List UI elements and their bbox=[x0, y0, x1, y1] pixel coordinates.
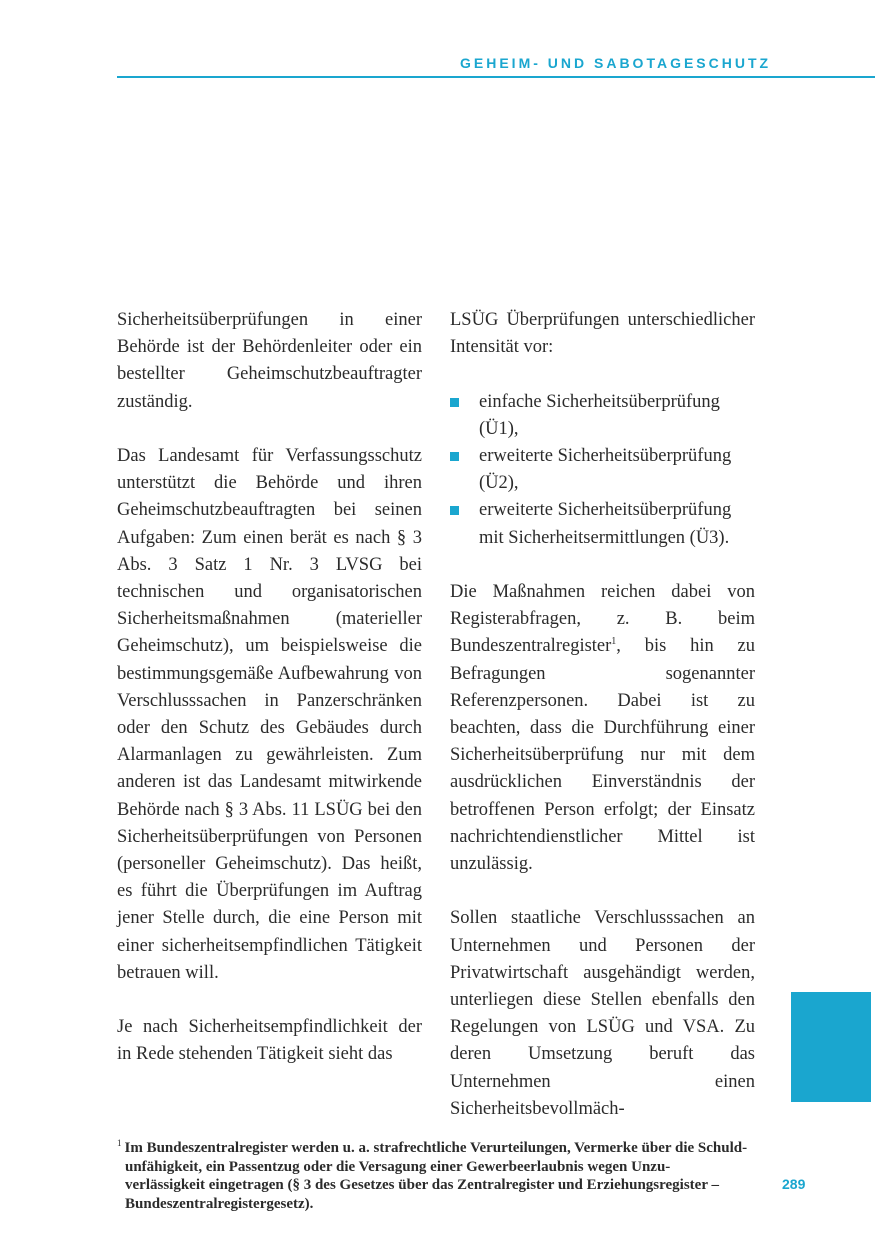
right-column bbox=[450, 307, 755, 1123]
footnote-text: Im Bundeszentralregister werden u. a. strafrechtliche Verurteilungen, Vermerke über die Schuld- bbox=[124, 1140, 748, 1156]
footnote-mark: 1 bbox=[117, 1138, 122, 1148]
paragraph: Sollen staatliche Verschlusssachen an Unternehmen und Personen der Privatwirtschaft ausgehändigt werden, unterliegen diese Stellen ebenfalls den Regelungen von LSÜG und VSA. Zu deren Umsetzung beruft das Unternehmen einen Sicherheitsbevollmäch- bbox=[450, 908, 755, 1119]
chapter-tab bbox=[791, 992, 871, 1102]
list-item-text: erweiterte Sicherheitsüberprüfung (Ü2), bbox=[479, 446, 732, 494]
left-column bbox=[117, 307, 422, 1069]
square-bullet-icon bbox=[450, 506, 459, 515]
paragraph-text: , bis hin zu Befragungen sogenannter Referenzpersonen. Dabei ist zu beachten, dass die Durchführung einer Sicherheitsüberprüfung nur mit dem ausdrücklichen Einverständnis der betroffenen Person erfolgt; der Einsatz nachrichtendienstlicher Mittel ist unzulässig. bbox=[450, 636, 755, 875]
page-number: 289 bbox=[782, 1176, 806, 1192]
footnote-line bbox=[117, 1139, 767, 1158]
list-item-text: erweiterte Sicherheitsüberprüfung mit Sicherheitsermittlungen (Ü3). bbox=[479, 500, 732, 548]
paragraph: Das Landesamt für Verfassungsschutz unterstützt die Behörde und ihren Geheimschutzbeauftragten bei seinen Aufgaben: Zum einen berät es nach § 3 Abs. 3 Satz 1 Nr. 3 LVSG bei technischen und organisatorischen Sicherheitsmaßnahmen (materieller Geheimschutz), um beispielsweise die bestimmungsgemäße Aufbewahrung von Verschlusssachen in Panzerschränken oder den Schutz des Gebäudes durch Alarmanlagen zu gewährleisten. Zum anderen ist das Landesamt mitwirkende Behörde nach § 3 Abs. 11 LSÜG bei den Sicherheitsüberprüfungen von Personen (personeller Geheimschutz). Das heißt, es führt die Überprüfungen im Auftrag jener Stelle durch, die eine Person mit einer sicherheitsempfindlichen Tätigkeit betrauen will. bbox=[117, 446, 422, 983]
square-bullet-icon bbox=[450, 452, 459, 461]
footnote-line: unfähigkeit, ein Passentzug oder die Versagung einer Gewerbeerlaubnis wegen Unzu- bbox=[125, 1158, 671, 1175]
footnote-line: Bundeszentralregistergesetz). bbox=[125, 1195, 314, 1212]
running-header: GEHEIM- UND SABOTAGESCHUTZ bbox=[460, 55, 772, 71]
footnote-reference: 1 bbox=[611, 636, 617, 648]
paragraph: LSÜG Überprüfungen unterschiedlicher Intensität vor: bbox=[450, 310, 755, 358]
paragraph-text: Die Maßnahmen reichen dabei von Registerabfragen, z. B. beim Bundeszentralregister bbox=[450, 582, 755, 657]
list-item bbox=[450, 443, 755, 497]
footnote bbox=[117, 1139, 767, 1213]
paragraph: Je nach Sicherheitsempfindlichkeit der in Rede stehenden Tätigkeit sieht das bbox=[117, 1017, 422, 1065]
list-item bbox=[450, 389, 755, 443]
list-item bbox=[450, 497, 755, 551]
paragraph bbox=[450, 579, 755, 878]
square-bullet-icon bbox=[450, 398, 459, 407]
list-item-text: einfache Sicherheitsüberprüfung (Ü1), bbox=[479, 391, 720, 439]
paragraph: Sicherheitsüberprüfungen in einer Behörde ist der Behördenleiter oder ein bestellter Geheimschutzbeauftragter zuständig. bbox=[117, 310, 422, 412]
header-rule bbox=[117, 76, 875, 78]
bullet-list bbox=[450, 389, 755, 552]
footnote-line: verlässigkeit eingetragen (§ 3 des Gesetzes über das Zentralregister und Erziehungsregister – bbox=[125, 1177, 719, 1193]
